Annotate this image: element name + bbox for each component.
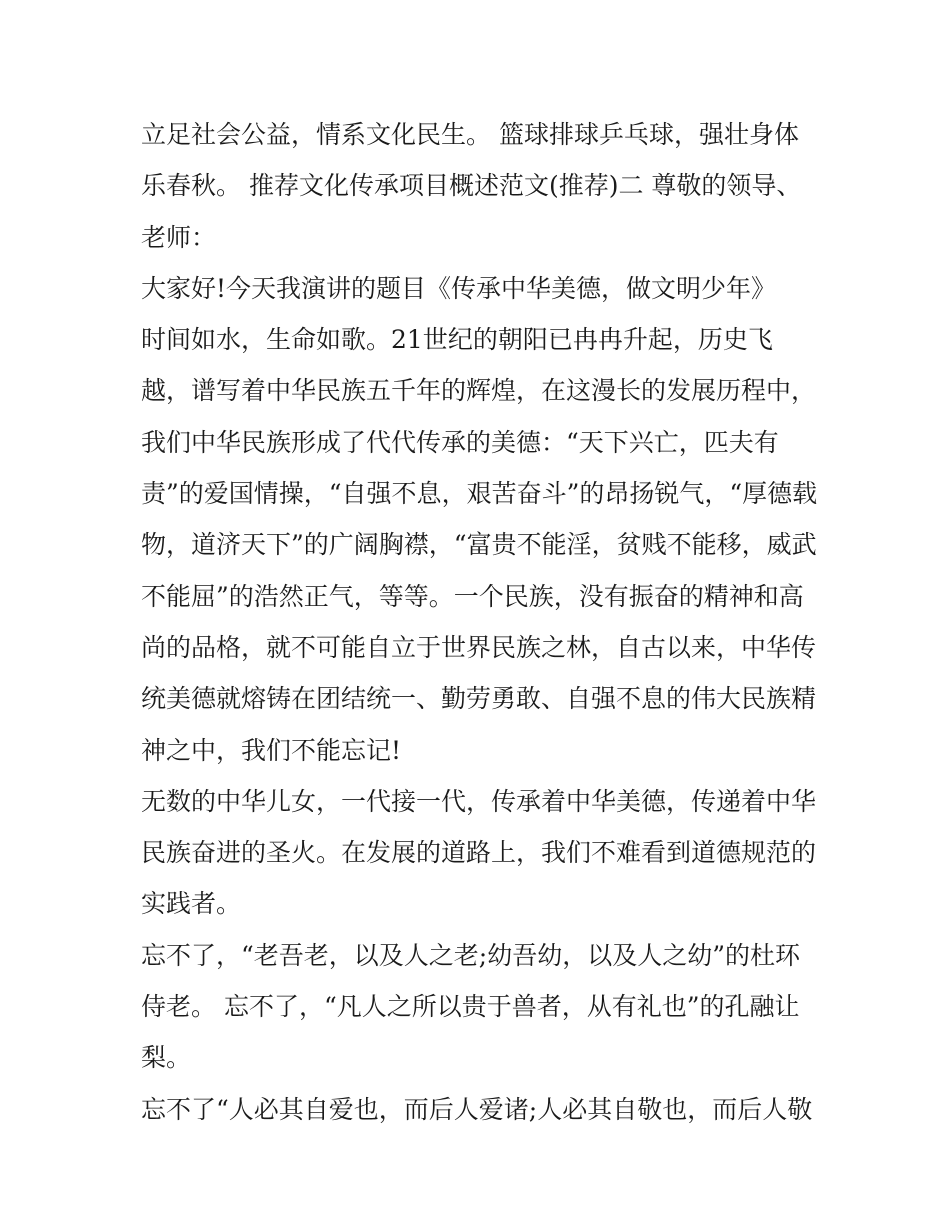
text-line: 民族奋进的圣火。在发展的道路上，我们不难看到道德规范的 — [141, 838, 817, 868]
text-line: 侍老。 忘不了，“凡人之所以贵于兽者，从有礼也”的孔融让 — [141, 992, 800, 1022]
text-line: 我们中华民族形成了代代传承的美德：“天下兴亡，匹夫有 — [141, 427, 779, 457]
text-line: 责”的爱国情操，“自强不息，艰苦奋斗”的昂扬锐气，“厚德载 — [141, 479, 818, 509]
text-line: 不能屈”的浩然正气，等等。一个民族，没有振奋的精神和高 — [141, 581, 804, 611]
text-line: 忘不了，“老吾老，以及人之老;幼吾幼，以及人之幼”的杜环 — [141, 940, 800, 970]
document-body — [141, 109, 821, 1135]
text-line: 统美德就熔铸在团结统一、勤劳勇敢、自强不息的伟大民族精 — [141, 684, 817, 714]
text-line: 神之中，我们不能忘记! — [141, 735, 402, 765]
text-line: 忘不了“人必其自爱也，而后人爱诸;人必其自敬也，而后人敬 — [141, 1094, 813, 1124]
text-line: 无数的中华儿女，一代接一代，传承着中华美德，传递着中华 — [141, 786, 817, 816]
text-line: 物，道济天下”的广阔胸襟，“富贵不能淫，贫贱不能移，威武 — [141, 530, 817, 560]
text-line: 尚的品格，就不可能自立于世界民族之林，自古以来，中华传 — [141, 632, 817, 662]
text-line: 立足社会公益，情系文化民生。 篮球排球乒乓球，强壮身体 — [141, 120, 799, 149]
text-line: 大家好!今天我演讲的题目《传承中华美德，做文明少年》 — [141, 273, 777, 303]
text-line: 实践者。 — [141, 889, 242, 919]
text-line: 梨。 — [141, 1043, 192, 1073]
text-line: 越，谱写着中华民族五千年的辉煌，在这漫长的发展历程中， — [141, 376, 817, 406]
text-line: 乐春秋。 推荐文化传承项目概述范文(推荐)二 尊敬的领导、 — [141, 171, 802, 201]
text-line: 老师： — [141, 222, 217, 252]
text-line: 时间如水，生命如歌。21世纪的朝阳已冉冉升起，历史飞 — [141, 325, 773, 355]
